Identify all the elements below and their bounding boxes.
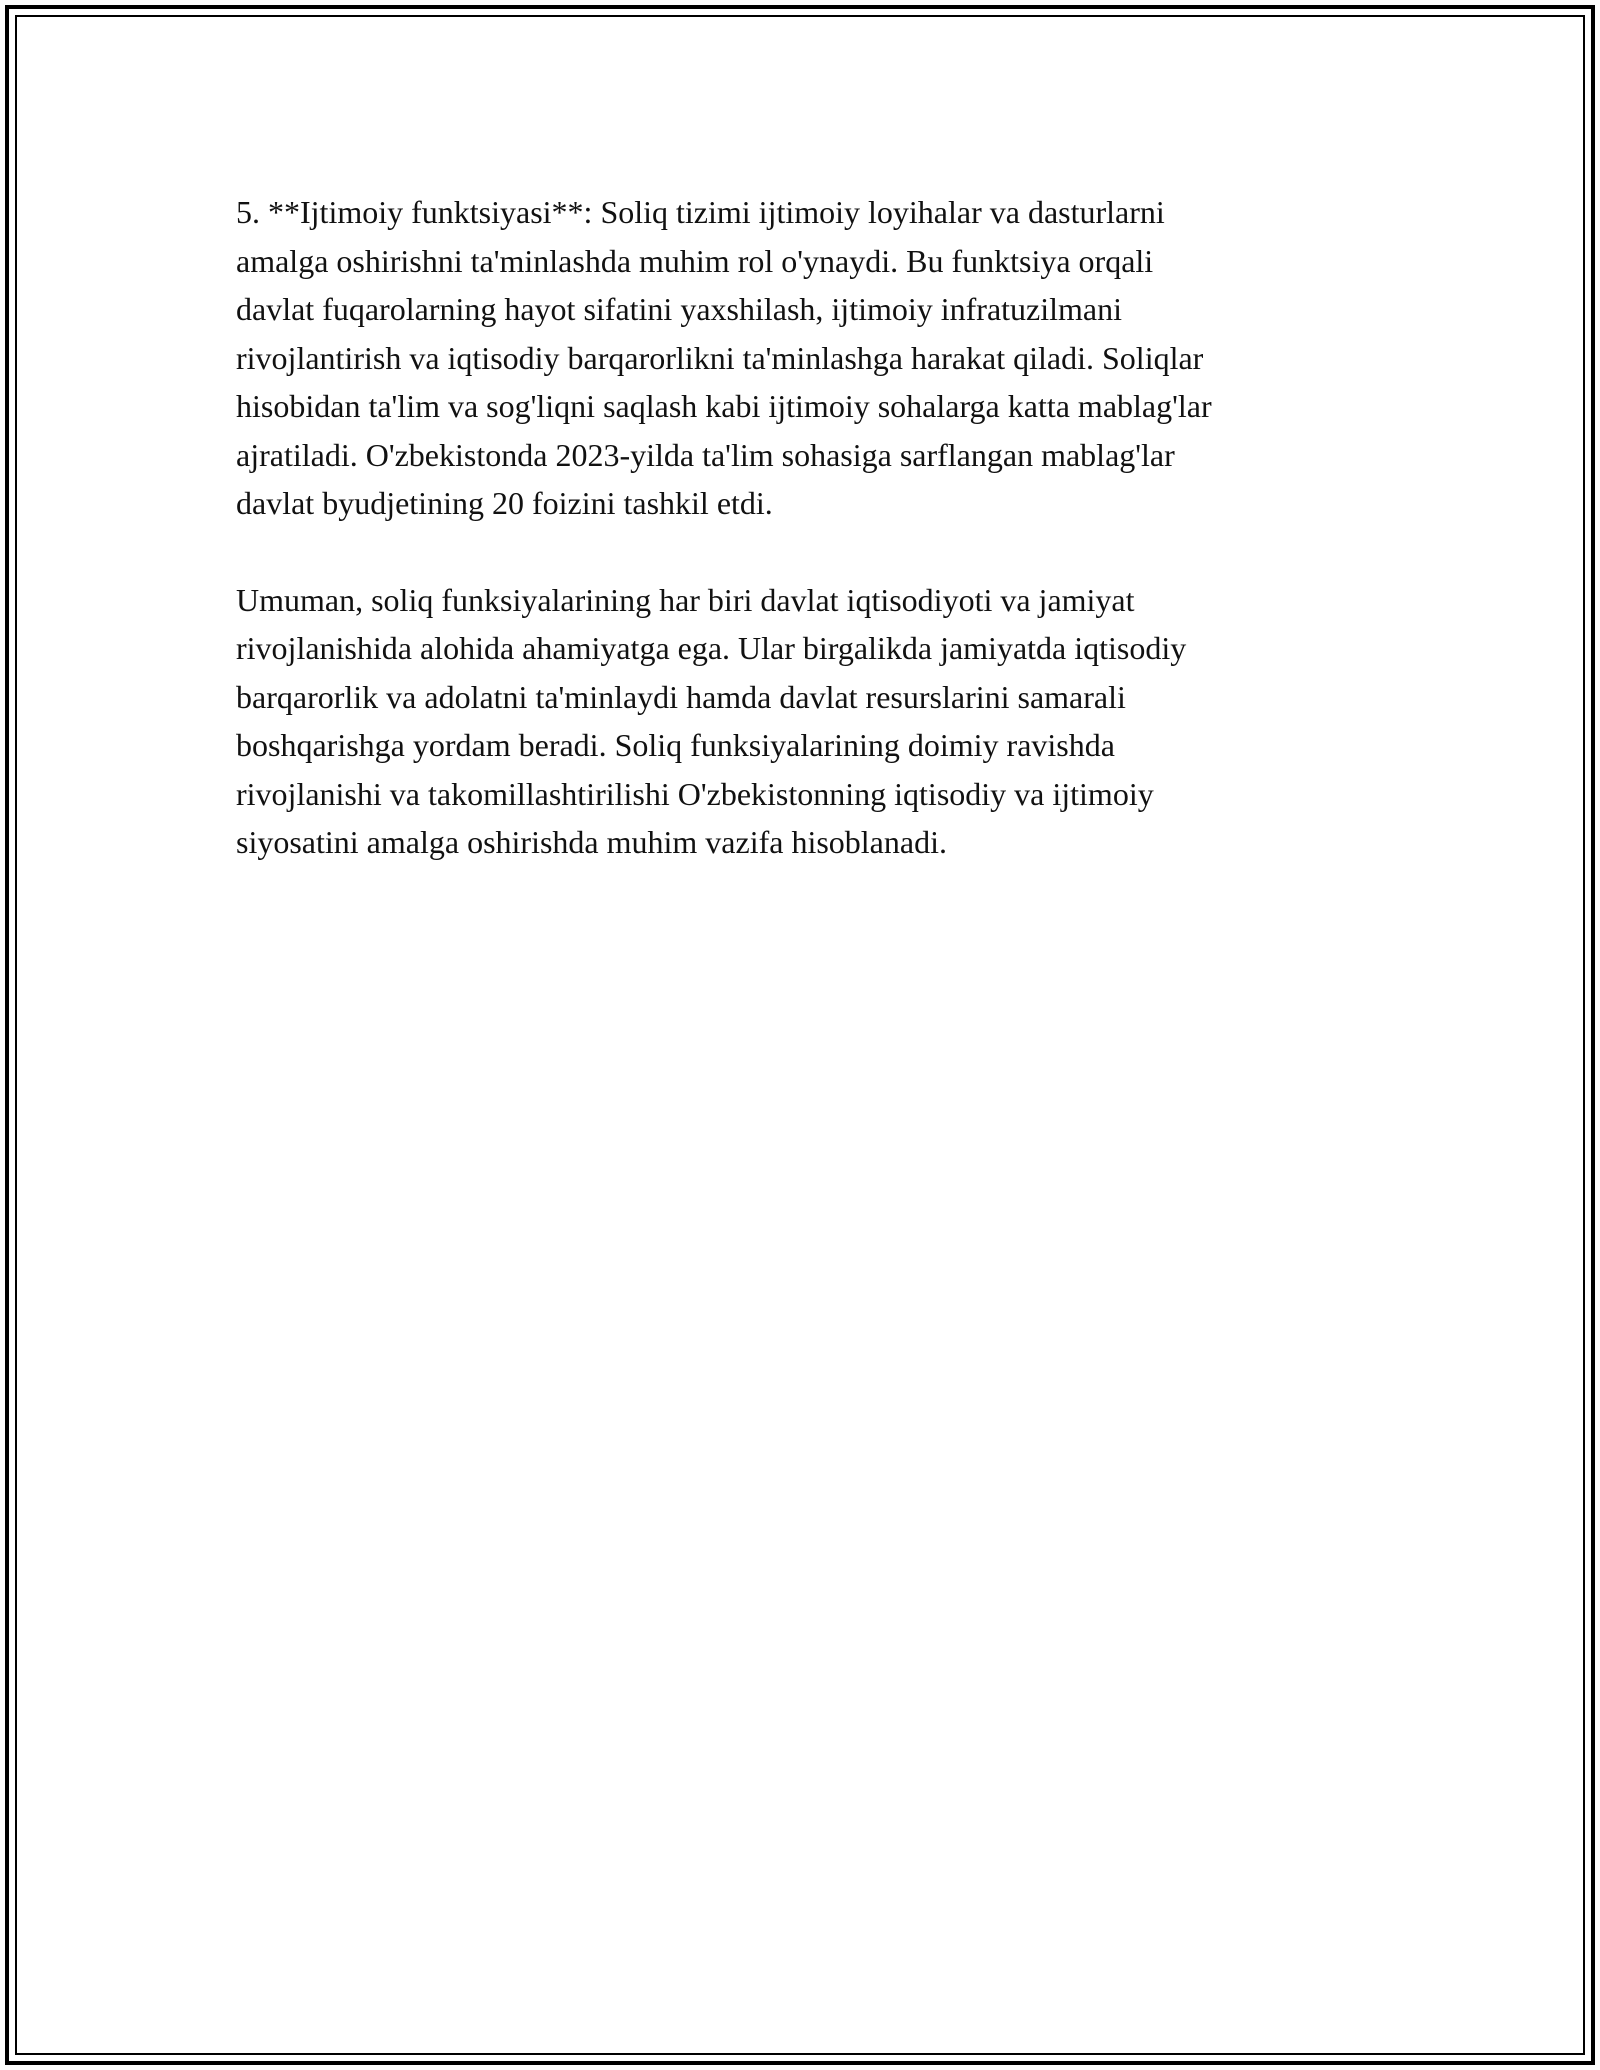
text-line: siyosatini amalga oshirishda muhim vazifa hisoblanadi. [236, 824, 947, 860]
text-line: barqarorlik va adolatni ta'minlaydi hamda davlat resurslarini samarali [236, 678, 1126, 715]
text-line: amalga oshirishni ta'minlashda muhim rol o'ynaydi. Bu funktsiya orqali [236, 242, 1154, 279]
paragraph-social-function [236, 188, 1396, 528]
paragraph-conclusion [236, 576, 1396, 867]
document-body [236, 188, 1396, 915]
text-line: hisobidan ta'lim va sog'liqni saqlash kabi ijtimoiy sohalarga katta mablag'lar [236, 388, 1212, 424]
text-line: 5. **Ijtimoiy funktsiyasi**: Soliq tizimi ijtimoiy loyihalar va dasturlarni [236, 194, 1165, 230]
text-line: davlat byudjetining 20 foizini tashkil etdi. [236, 485, 773, 521]
text-line: rivojlantirish va iqtisodiy barqarorlikni ta'minlashga harakat qiladi. Soliqlar [236, 339, 1204, 376]
text-line: ajratiladi. O'zbekistonda 2023-yilda ta'lim sohasiga sarflangan mablag'lar [236, 436, 1175, 473]
text-line: Umuman, soliq funksiyalarining har biri davlat iqtisodiyoti va jamiyat [236, 581, 1135, 618]
text-line: rivojlanishida alohida ahamiyatga ega. Ular birgalikda jamiyatda iqtisodiy [236, 630, 1187, 666]
text-line: rivojlanishi va takomillashtirilishi O'zbekistonning iqtisodiy va ijtimoiy [236, 775, 1154, 812]
text-line: boshqarishga yordam beradi. Soliq funksiyalarining doimiy ravishda [236, 727, 1115, 763]
text-line: davlat fuqarolarning hayot sifatini yaxshilash, ijtimoiy infratuzilmani [236, 291, 1123, 327]
